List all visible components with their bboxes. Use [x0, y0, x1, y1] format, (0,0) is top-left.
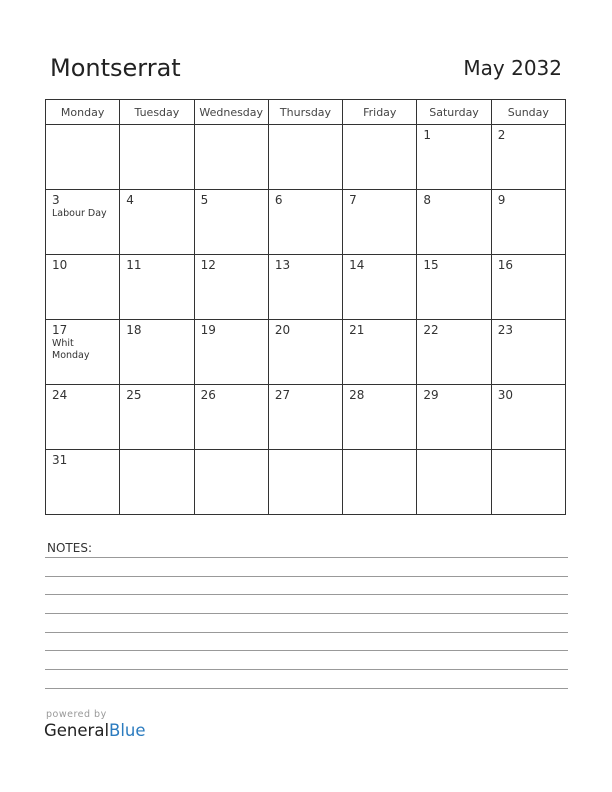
- day-number: 30: [497, 388, 513, 402]
- day-number: 3: [52, 193, 60, 207]
- day-number: [46, 125, 119, 128]
- day-number: [120, 125, 193, 128]
- weekday-header: Wednesday: [194, 100, 268, 125]
- day-cell: [491, 320, 565, 385]
- day-cell: [268, 385, 342, 450]
- day-number: 21: [349, 323, 365, 337]
- week-row: [46, 450, 566, 515]
- day-cell: [194, 450, 268, 515]
- day-cell: [194, 320, 268, 385]
- day-number: 2: [497, 128, 506, 142]
- day-cell: [46, 450, 120, 515]
- day-number: 23: [497, 323, 513, 337]
- day-number: 7: [349, 193, 357, 207]
- day-cell: [194, 385, 268, 450]
- day-cell: [268, 190, 342, 255]
- day-number: [343, 450, 416, 453]
- day-cell: [268, 125, 342, 190]
- day-cell: [268, 255, 342, 320]
- day-number: 6: [274, 193, 283, 207]
- calendar-month: May 2032: [463, 56, 562, 80]
- weekday-header: Tuesday: [120, 100, 194, 125]
- day-number: 19: [200, 323, 216, 337]
- day-number: 25: [126, 388, 142, 402]
- day-number: 27: [274, 388, 291, 402]
- week-row: [46, 385, 566, 450]
- note-line: [45, 576, 568, 577]
- day-cell: [46, 125, 120, 190]
- note-line: [45, 613, 568, 614]
- day-cell: [343, 320, 417, 385]
- day-number: 17: [52, 323, 68, 337]
- day-cell: [417, 125, 491, 190]
- day-cell: [491, 125, 565, 190]
- day-number: [417, 450, 490, 453]
- weekday-header: Sunday: [491, 100, 565, 125]
- day-cell: [491, 190, 565, 255]
- day-cell: [343, 450, 417, 515]
- note-line: [45, 632, 568, 633]
- day-cell: [491, 255, 565, 320]
- note-line: [45, 669, 568, 670]
- calendar-grid: [45, 99, 566, 515]
- powered-by-text: powered by: [46, 709, 107, 720]
- weekday-header: Thursday: [268, 100, 342, 125]
- notes-label: NOTES:: [47, 541, 92, 555]
- note-line: [45, 688, 568, 689]
- day-number: 22: [423, 323, 439, 337]
- day-number: 11: [126, 258, 142, 272]
- week-row: [46, 125, 566, 190]
- day-number: 31: [52, 453, 68, 467]
- day-cell: [491, 450, 565, 515]
- day-number: [492, 450, 565, 453]
- day-number: 26: [200, 388, 216, 402]
- day-cell: [46, 320, 120, 385]
- day-number: 8: [423, 193, 432, 207]
- day-number: [269, 450, 342, 453]
- weekday-header: Monday: [46, 100, 120, 125]
- day-number: [195, 450, 268, 453]
- day-number: 12: [200, 258, 216, 272]
- day-cell: [46, 190, 120, 255]
- day-number: 29: [423, 388, 439, 402]
- brand-general: General: [44, 721, 110, 740]
- weekday-header-row: [46, 100, 566, 125]
- day-cell: [46, 255, 120, 320]
- day-cell: [120, 255, 194, 320]
- day-number: 14: [349, 258, 365, 272]
- day-cell: [343, 190, 417, 255]
- day-number: [269, 125, 342, 128]
- day-number: 10: [52, 258, 68, 272]
- day-cell: [194, 190, 268, 255]
- weekday-header: Saturday: [417, 100, 491, 125]
- day-number: 1: [423, 128, 432, 142]
- day-cell: [343, 125, 417, 190]
- week-row: [46, 320, 566, 385]
- day-cell: [120, 320, 194, 385]
- day-number: 4: [126, 193, 134, 207]
- day-number: 15: [423, 258, 439, 272]
- day-cell: [268, 320, 342, 385]
- brand-blue: Blue: [109, 721, 146, 740]
- week-row: [46, 255, 566, 320]
- day-cell: [417, 320, 491, 385]
- day-number: 5: [200, 193, 209, 207]
- day-cell: [417, 255, 491, 320]
- day-cell: [194, 125, 268, 190]
- day-cell: [194, 255, 268, 320]
- note-line: [45, 650, 568, 651]
- day-cell: [120, 190, 194, 255]
- weekday-header: Friday: [343, 100, 417, 125]
- day-number: 16: [497, 258, 513, 272]
- day-number: 13: [274, 258, 291, 272]
- day-cell: [46, 385, 120, 450]
- day-number: 9: [497, 193, 506, 207]
- day-cell: [120, 385, 194, 450]
- day-number: [120, 450, 193, 453]
- day-cell: [417, 190, 491, 255]
- day-number: [343, 125, 416, 128]
- note-line: [45, 594, 568, 595]
- calendar-title: Montserrat: [50, 54, 181, 82]
- day-number: 28: [349, 388, 365, 402]
- day-cell: [343, 255, 417, 320]
- holiday-label: Labour Day: [52, 208, 107, 219]
- day-number: [195, 125, 268, 128]
- day-number: 24: [52, 388, 68, 402]
- holiday-label: Whit Monday: [52, 338, 90, 361]
- day-cell: [120, 125, 194, 190]
- day-cell: [417, 450, 491, 515]
- brand-logo: [44, 721, 146, 740]
- day-cell: [417, 385, 491, 450]
- note-line: [45, 557, 568, 558]
- day-cell: [343, 385, 417, 450]
- week-row: [46, 190, 566, 255]
- day-cell: [268, 450, 342, 515]
- day-number: 20: [274, 323, 291, 337]
- day-number: 18: [126, 323, 142, 337]
- day-cell: [491, 385, 565, 450]
- day-cell: [120, 450, 194, 515]
